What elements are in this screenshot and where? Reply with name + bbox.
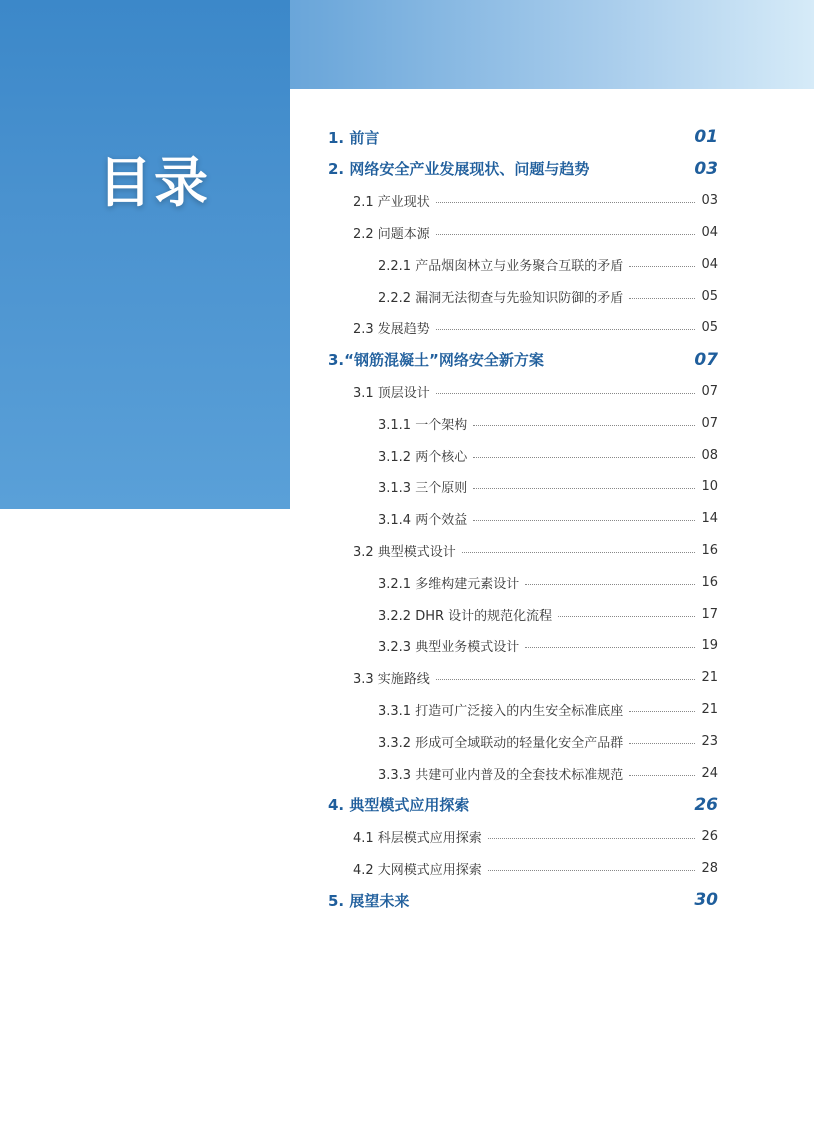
toc-leader-dots xyxy=(629,775,695,776)
toc-leader-dots xyxy=(436,234,696,235)
toc-entry-title: 2.3 发展趋势 xyxy=(353,322,430,338)
toc-entry-title: 2. 网络安全产业发展现状、问题与趋势 xyxy=(328,160,590,179)
toc-entry-page: 17 xyxy=(701,606,718,622)
toc-entry[interactable] xyxy=(328,349,718,371)
toc-entry-page: 14 xyxy=(701,511,718,527)
toc-entry-title: 3.2 典型模式设计 xyxy=(353,544,456,560)
toc-entry[interactable] xyxy=(378,603,718,625)
toc-entry-page: 07 xyxy=(694,349,718,370)
toc-entry[interactable] xyxy=(353,190,718,212)
toc-entry[interactable] xyxy=(328,794,718,816)
toc-leader-dots xyxy=(436,329,696,330)
toc-entry-title: 4. 典型模式应用探索 xyxy=(328,796,470,815)
toc-entry-title: 3.1.2 两个核心 xyxy=(378,449,468,465)
toc-entry-page: 05 xyxy=(701,320,718,336)
toc-leader-dots xyxy=(473,488,695,489)
toc-entry-title: 2.1 产业现状 xyxy=(353,195,430,211)
toc-entry-page: 23 xyxy=(701,733,718,749)
toc-entry-title: 3.2.2 DHR 设计的规范化流程 xyxy=(378,608,553,624)
toc-entry-page: 21 xyxy=(701,701,718,717)
toc-entry-page: 24 xyxy=(701,765,718,781)
toc-entry-title: 3.2.1 多维构建元素设计 xyxy=(378,576,520,592)
toc-entry-page: 26 xyxy=(694,794,718,815)
toc-entry-title: 4.2 大网模式应用探索 xyxy=(353,862,482,878)
toc-entry[interactable] xyxy=(378,412,718,434)
toc-entry-title: 3.1.3 三个原则 xyxy=(378,481,468,497)
toc-leader-dots xyxy=(462,552,696,553)
toc-entry[interactable] xyxy=(378,444,718,466)
toc-leader-dots xyxy=(629,266,695,267)
toc-entry-page: 07 xyxy=(701,415,718,431)
toc-entry[interactable] xyxy=(378,476,718,498)
toc-entry[interactable] xyxy=(378,730,718,752)
toc-leader-dots xyxy=(473,457,695,458)
toc-entry[interactable] xyxy=(353,826,718,848)
toc-entry-page: 16 xyxy=(701,542,718,558)
toc-entry-page: 26 xyxy=(701,829,718,845)
toc-entry[interactable] xyxy=(378,571,718,593)
toc-leader-dots xyxy=(629,711,695,712)
toc-leader-dots xyxy=(436,202,696,203)
toc-entry-title: 3.1 顶层设计 xyxy=(353,385,430,401)
toc-entry-page: 04 xyxy=(701,256,718,272)
toc-entry[interactable] xyxy=(353,667,718,689)
toc-entry-title: 2.2.2 漏洞无法彻查与先验知识防御的矛盾 xyxy=(378,290,624,306)
toc-entry-title: 1. 前言 xyxy=(328,128,380,147)
toc-entry-title: 4.1 科层模式应用探索 xyxy=(353,831,482,847)
toc-entry[interactable] xyxy=(328,126,718,148)
page-title: 目录 xyxy=(98,151,210,214)
toc-entry[interactable] xyxy=(378,635,718,657)
toc-entry[interactable] xyxy=(353,380,718,402)
toc-entry-page: 10 xyxy=(701,479,718,495)
toc-leader-dots xyxy=(436,393,696,394)
toc-entry-page: 21 xyxy=(701,670,718,686)
toc-entry-page: 01 xyxy=(694,127,718,147)
toc-entry[interactable] xyxy=(353,221,718,243)
toc-entry[interactable] xyxy=(353,857,718,879)
toc-leader-dots xyxy=(488,838,696,839)
toc-entry-title: 5. 展望未来 xyxy=(328,891,410,910)
toc-leader-dots xyxy=(629,743,695,744)
toc-entry-title: 3.3 实施路线 xyxy=(353,672,430,688)
toc-entry[interactable] xyxy=(328,889,718,911)
toc-entry[interactable] xyxy=(378,698,718,720)
toc-entry-page: 03 xyxy=(694,158,718,179)
toc-entry-page: 08 xyxy=(701,447,718,463)
toc-entry-page: 04 xyxy=(701,224,718,240)
toc-entry[interactable] xyxy=(378,253,718,275)
toc-entry-title: 3.1.4 两个效益 xyxy=(378,513,468,529)
toc-entry-title: 2.2.1 产品烟囱林立与业务聚合互联的矛盾 xyxy=(378,258,624,274)
toc-entry[interactable] xyxy=(328,158,718,180)
toc-leader-dots xyxy=(525,584,695,585)
toc-leader-dots xyxy=(629,298,695,299)
toc-entry[interactable] xyxy=(353,539,718,561)
toc-entry-page: 03 xyxy=(701,193,718,209)
toc-entry[interactable] xyxy=(378,762,718,784)
toc-entry-title: 3.“钢筋混凝土”网络安全新方案 xyxy=(328,351,544,370)
toc-entry-page: 28 xyxy=(701,860,718,876)
toc-entry-title: 3.2.3 典型业务模式设计 xyxy=(378,640,520,656)
toc-entry[interactable] xyxy=(378,285,718,307)
toc-leader-dots xyxy=(473,425,695,426)
toc-entry-page: 16 xyxy=(701,574,718,590)
toc-entry-title: 3.3.1 打造可广泛接入的内生安全标准底座 xyxy=(378,703,624,719)
toc-entry-title: 3.1.1 一个架构 xyxy=(378,417,468,433)
toc-leader-dots xyxy=(436,679,696,680)
toc-entry[interactable] xyxy=(353,317,718,339)
toc-leader-dots xyxy=(525,647,695,648)
toc-entry-page: 30 xyxy=(694,890,718,911)
toc-entry-page: 05 xyxy=(701,288,718,304)
toc-entry-title: 2.2 问题本源 xyxy=(353,226,430,242)
toc-leader-dots xyxy=(488,870,696,871)
toc-leader-dots xyxy=(558,616,695,617)
toc-entry-page: 07 xyxy=(701,383,718,399)
toc-entry-page: 19 xyxy=(701,638,718,654)
toc-entry[interactable] xyxy=(378,508,718,530)
toc-leader-dots xyxy=(473,520,695,521)
toc-entry-title: 3.3.3 共建可业内普及的全套技术标准规范 xyxy=(378,767,624,783)
toc-entry-title: 3.3.2 形成可全域联动的轻量化安全产品群 xyxy=(378,735,624,751)
